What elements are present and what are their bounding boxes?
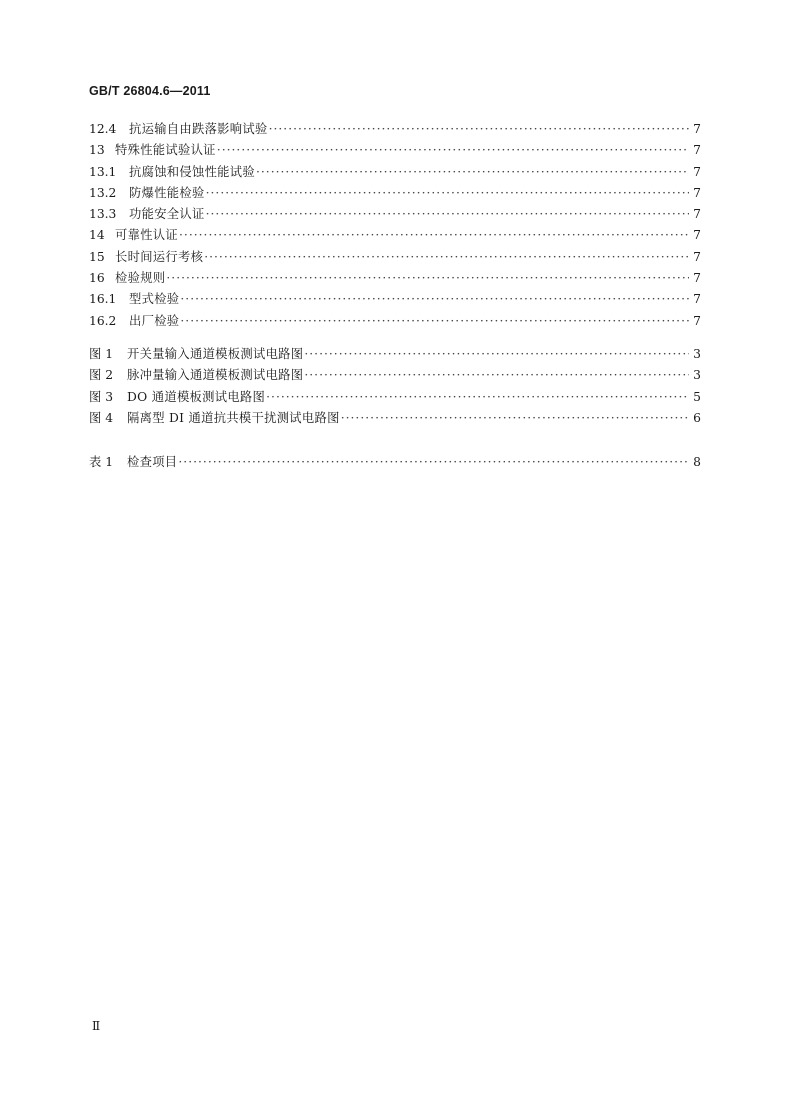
figure-entry[interactable] (89, 387, 701, 408)
entry-number: 13 (89, 143, 105, 158)
entry-number: 16.1 (89, 292, 117, 307)
figure-entry[interactable] (89, 408, 701, 429)
figure-number: 图 2 (89, 368, 114, 383)
entry-page: 7 (693, 143, 701, 158)
entry-title: 功能安全认证 (129, 207, 205, 222)
entry-page: 7 (693, 164, 701, 179)
entry-page: 7 (693, 122, 701, 136)
dot-leader (178, 452, 689, 473)
toc-entry[interactable] (89, 204, 701, 225)
figure-number: 图 1 (89, 347, 114, 361)
figure-page: 6 (693, 410, 701, 425)
entry-page: 7 (693, 292, 701, 307)
toc-entry[interactable] (89, 225, 701, 246)
dot-leader (180, 311, 689, 332)
entry-page: 7 (693, 185, 701, 200)
toc-sections-list (89, 119, 701, 332)
dot-leader (304, 344, 689, 365)
toc-entry[interactable] (89, 247, 701, 268)
toc-tables-list (89, 452, 701, 473)
entry-number: 16 (89, 271, 105, 286)
dot-leader (206, 204, 689, 225)
entry-title: 长时间运行考核 (115, 249, 204, 264)
entry-page: 7 (693, 228, 701, 243)
figure-page: 3 (693, 368, 701, 383)
dot-leader (256, 162, 689, 183)
toc-entry[interactable] (89, 119, 701, 140)
toc-figures-list (89, 344, 701, 429)
entry-title: 抗运输自由跌落影响试验 (129, 122, 268, 136)
dot-leader (304, 365, 689, 386)
page-number: Ⅱ (92, 1019, 101, 1033)
figure-page: 3 (693, 347, 701, 361)
table-title: 检查项目 (127, 455, 178, 469)
entry-title: 特殊性能试验认证 (115, 143, 216, 158)
entry-number: 15 (89, 249, 105, 264)
figure-entry[interactable] (89, 365, 701, 386)
dot-leader (266, 387, 689, 408)
figure-number: 图 3 (89, 389, 114, 404)
entry-number: 16.2 (89, 313, 117, 328)
dot-leader (179, 225, 689, 246)
figure-title: 隔离型 DI 通道抗共模干扰测试电路图 (127, 410, 340, 425)
entry-number: 12.4 (89, 122, 117, 136)
figure-page: 5 (693, 389, 701, 404)
figure-title: DO 通道模板测试电路图 (127, 389, 266, 404)
entry-title: 型式检验 (129, 292, 180, 307)
entry-title: 可靠性认证 (115, 228, 178, 243)
dot-leader (217, 140, 689, 161)
toc-entry[interactable] (89, 268, 701, 289)
entry-title: 检验规则 (115, 271, 166, 286)
entry-title: 出厂检验 (129, 313, 180, 328)
entry-title: 抗腐蚀和侵蚀性能试验 (129, 164, 255, 179)
dot-leader (180, 289, 689, 310)
entry-title: 防爆性能检验 (129, 185, 205, 200)
entry-page: 7 (693, 313, 701, 328)
figure-title: 开关量输入通道模板测试电路图 (127, 347, 304, 361)
entry-number: 13.1 (89, 164, 117, 179)
table-page: 8 (693, 455, 701, 469)
table-entry[interactable] (89, 452, 701, 473)
entry-page: 7 (693, 271, 701, 286)
toc-entry[interactable] (89, 140, 701, 161)
table-number: 表 1 (89, 455, 114, 469)
entry-number: 13.2 (89, 185, 117, 200)
dot-leader (206, 183, 689, 204)
toc-entry[interactable] (89, 183, 701, 204)
entry-page: 7 (693, 249, 701, 264)
figure-title: 脉冲量输入通道模板测试电路图 (127, 368, 304, 383)
dot-leader (269, 119, 689, 140)
figure-number: 图 4 (89, 410, 114, 425)
dot-leader (341, 408, 689, 429)
entry-number: 13.3 (89, 207, 117, 222)
entry-number: 14 (89, 228, 105, 243)
dot-leader (204, 247, 689, 268)
standard-code: GB/T 26804.6—2011 (89, 84, 211, 98)
figure-entry[interactable] (89, 344, 701, 365)
toc-entry[interactable] (89, 311, 701, 332)
toc-entry[interactable] (89, 289, 701, 310)
dot-leader (166, 268, 689, 289)
toc-entry[interactable] (89, 162, 701, 183)
entry-page: 7 (693, 207, 701, 222)
